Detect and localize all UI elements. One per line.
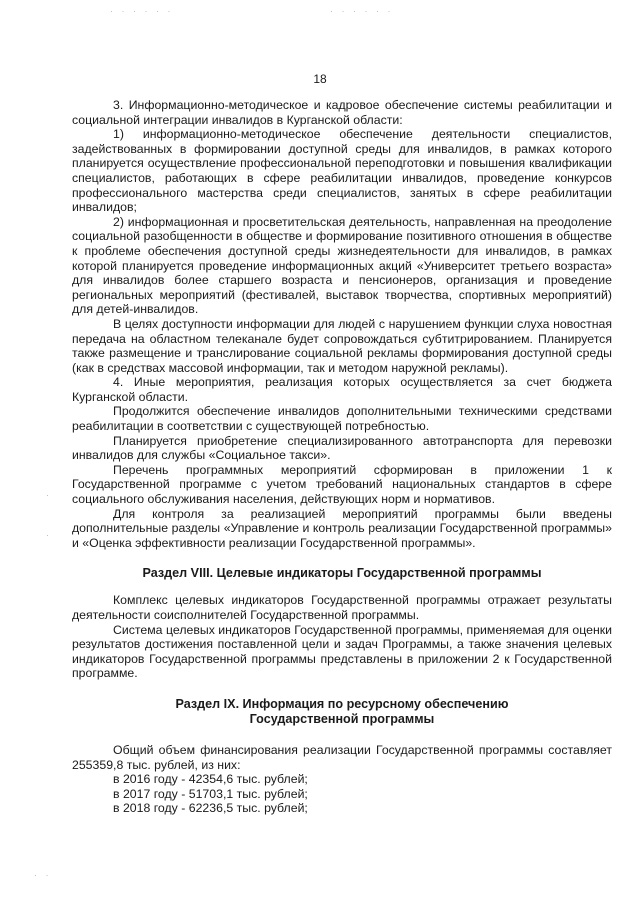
paragraph: 2) информационная и просветительская деятельность, направленная на преодоление социальной разобщенности в обществе и формирование позитивного отношения в обществе к проблеме обеспечения доступной среды жизнедеятельности для инвалидов, в рамках которой планируется проведение информационных акций «Университет третьего возраста» для инвалидов более старшего возраста и пенсионеров, организация и проведение региональных мероприятий (фестивалей, выставок творчества, спортивных мероприятий) для детей-инвалидов.: [72, 214, 612, 317]
funding-line: в 2016 году - 42354,6 тыс. рублей;: [113, 772, 308, 787]
paragraph: Продолжится обеспечение инвалидов дополнительными техническими средствами реабилитации в соответствии с существующей потребностью.: [72, 404, 612, 434]
scan-artifact: · ·: [34, 870, 52, 880]
funding-line: в 2018 году - 62236,5 тыс. рублей;: [113, 801, 308, 816]
funding-line: в 2017 году - 51703,1 тыс. рублей;: [113, 786, 308, 801]
scan-artifact: · · · · · ·: [110, 6, 174, 16]
scan-artifact: ·: [46, 530, 52, 540]
paragraph: 4. Иные мероприятия, реализация которых осуществляется за счет бюджета Курганской области.: [72, 375, 612, 404]
paragraph: Общий объем финансирования реализации Государственной программы составляет 255359,8 тыс. рублей, из них:: [72, 742, 612, 772]
paragraph: Для контроля за реализацией мероприятий программы были введены дополнительные разделы «Управление и контроль реализации Государственной программы» и «Оценка эффективности реализации Государственной программы».: [72, 506, 612, 550]
paragraph: Система целевых индикаторов Государственной программы, применяемая для оценки результатов достижения поставленной цели и задач Программы, а также значения целевых индикаторов Государственной программы представлены в приложении 2 к Государственной программе.: [72, 622, 612, 681]
section-heading-line: Раздел IX. Информация по ресурсному обеспечению: [175, 696, 509, 711]
section-heading: Раздел VIII. Целевые индикаторы Государственной программы: [142, 566, 542, 581]
section-heading-line: Государственной программы: [249, 711, 435, 726]
paragraph: В целях доступности информации для людей с нарушением функции слуха новостная передача на областном телеканале будет сопровождаться субтитрированием. Планируется также размещение и транслирование социальной рекламы формирования доступной среды (как в средствах массовой информации, так и методом наружной рекламы).: [72, 316, 612, 375]
paragraph: Перечень программных мероприятий сформирован в приложении 1 к Государственной программе с учетом требований национальных стандартов в сфере социального обслуживания населения, действующих норм и нормативов.: [72, 462, 612, 507]
scan-artifact: · · · · · ·: [330, 6, 394, 16]
page-number: 18: [313, 72, 327, 86]
paragraph: Комплекс целевых индикаторов Государственной программы отражает результаты деятельности соисполнителей Государственной программы.: [72, 593, 612, 622]
paragraph: 3. Информационно-методическое и кадровое обеспечение системы реабилитации и социальной интеграции инвалидов в Курганской области:: [72, 98, 612, 127]
scan-artifact: ·: [46, 490, 52, 500]
document-body: [72, 98, 612, 816]
paragraph: 1) информационно-методическое обеспечение деятельности специалистов, задействованных в формировании доступной среды для инвалидов, в рамках которого планируется осуществление профессиональной переподготовки и повышения квалификации специалистов, работающих в сфере реабилитации инвалидов, проведение конкурсов профессионального мастерства среди специалистов, занятых в сфере реабилитации инвалидов;: [72, 127, 612, 215]
paragraph: Планируется приобретение специализированного автотранспорта для перевозки инвалидов для службы «Социальное такси».: [72, 433, 612, 463]
